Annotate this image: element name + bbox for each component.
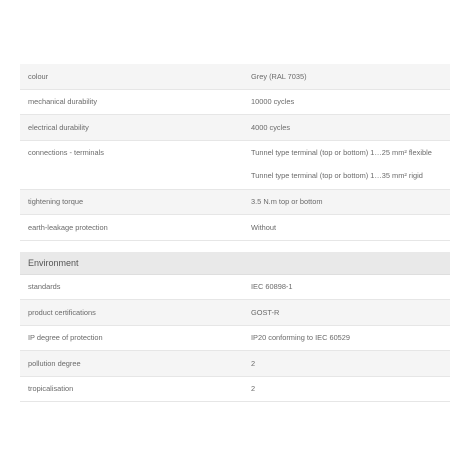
spec-row-colour (20, 64, 450, 90)
spec-row-mechanical-durability (20, 90, 450, 116)
spec-row-tightening-torque (20, 190, 450, 216)
spec-value: Without (251, 222, 277, 232)
spec-row-connections-terminals (20, 141, 450, 190)
spec-row-standards (20, 275, 450, 301)
spec-value-line: Tunnel type terminal (top or bottom) 1…35 mm² rigid (251, 171, 423, 181)
spec-value-line: Tunnel type terminal (top or bottom) 1…25 mm² flexible (251, 147, 432, 157)
spec-value: IP20 conforming to IEC 60529 (251, 333, 351, 343)
spec-value: IEC 60898-1 (251, 282, 293, 292)
spec-row-product-certifications (20, 300, 450, 326)
spec-label: electrical durability (28, 122, 89, 132)
section-header-environment: Environment (20, 252, 450, 275)
spec-row-tropicalisation (20, 377, 450, 403)
spec-value: 3.5 N.m top or bottom (251, 197, 323, 207)
spec-row-earth-leakage-protection (20, 215, 450, 241)
spec-value: 4000 cycles (251, 122, 291, 132)
spec-label: tropicalisation (28, 384, 74, 394)
spec-label: standards (28, 282, 61, 292)
spec-label: mechanical durability (28, 97, 98, 107)
spec-label: IP degree of protection (28, 333, 103, 343)
spec-label: product certifications (28, 307, 96, 317)
spec-label: earth-leakage protection (28, 222, 108, 232)
spec-label: colour (28, 71, 49, 81)
spec-row-electrical-durability (20, 115, 450, 141)
spec-value-multiline (244, 141, 450, 189)
spec-label: pollution degree (28, 358, 81, 368)
specification-table (20, 64, 450, 402)
spec-row-ip-degree-of-protection (20, 326, 450, 352)
spec-label: connections - terminals (28, 147, 104, 157)
section-spacer (20, 241, 450, 252)
spec-value: 2 (251, 358, 256, 368)
spec-row-pollution-degree (20, 351, 450, 377)
spec-value: Grey (RAL 7035) (251, 71, 307, 81)
spec-value: 2 (251, 384, 256, 394)
spec-label: tightening torque (28, 197, 84, 207)
spec-value: 10000 cycles (251, 97, 295, 107)
spec-value: GOST-R (251, 307, 280, 317)
